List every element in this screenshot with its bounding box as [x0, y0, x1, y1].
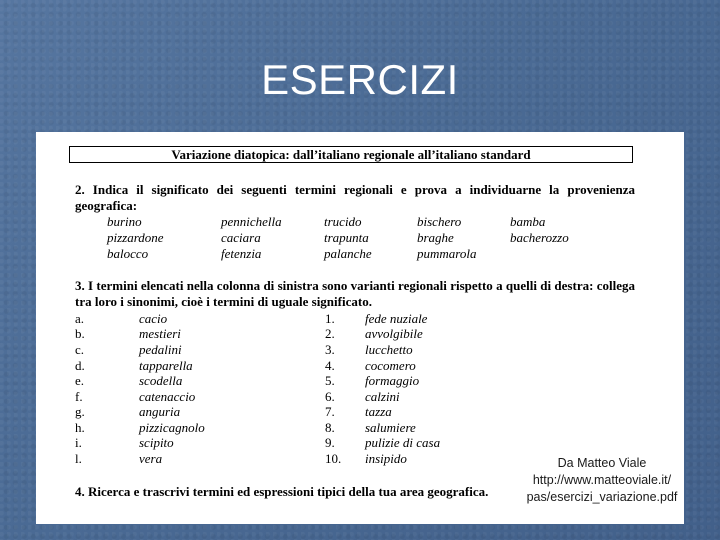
list-label: 5.	[325, 373, 335, 388]
list-label: g.	[75, 404, 85, 419]
list-label: a.	[75, 311, 85, 326]
list-label: 6.	[325, 389, 335, 404]
list-item: lucchetto	[365, 342, 413, 357]
regional-term: caciara	[221, 230, 261, 245]
list-item: insipido	[365, 451, 407, 466]
list-item: vera	[139, 451, 163, 466]
list-item: fede nuziale	[365, 311, 428, 326]
list-item: tapparella	[139, 358, 193, 373]
credit-author: Da Matteo Viale	[557, 456, 647, 470]
list-label: 1.	[325, 311, 335, 326]
regional-term: fetenzia	[221, 246, 262, 261]
list-label: 3.	[325, 342, 335, 357]
list-item: calzini	[365, 389, 400, 404]
list-label: i.	[75, 435, 82, 450]
list-item: salumiere	[365, 420, 416, 435]
regional-term: trucido	[324, 214, 362, 229]
regional-term: trapunta	[324, 230, 369, 245]
list-item: anguria	[139, 404, 181, 419]
list-item: scipito	[139, 435, 174, 450]
regional-term: pennichella	[221, 214, 282, 229]
regional-term: palanche	[324, 246, 372, 261]
list-item: formaggio	[365, 373, 420, 388]
list-label: 4.	[325, 358, 335, 373]
exercise-2-instruction: 2. Indica il significato dei seguenti termini regionali e prova a individuarne la provenienza geografica:	[75, 182, 635, 213]
slide-title: ESERCIZI	[261, 56, 459, 103]
list-label: h.	[75, 420, 85, 435]
exercise-3-instruction: 3. I termini elencati nella colonna di sinistra sono varianti regionali rispetto a quelli di destra: collega tra loro i sinonimi, cioè i termini di uguale significato.	[75, 278, 635, 309]
list-item: catenaccio	[139, 389, 196, 404]
regional-term: burino	[107, 214, 142, 229]
regional-term: bacherozzo	[510, 230, 569, 245]
list-item: cacio	[139, 311, 168, 326]
list-item: cocomero	[365, 358, 416, 373]
list-item: pulizie di casa	[365, 435, 441, 450]
list-label: 9.	[325, 435, 335, 450]
source-credit	[512, 455, 692, 506]
list-label: 10.	[325, 451, 342, 466]
credit-url-line-1: http://www.matteoviale.it/	[532, 473, 672, 487]
list-label: c.	[75, 342, 85, 357]
list-item: tazza	[365, 404, 392, 419]
list-label: 7.	[325, 404, 335, 419]
list-label: e.	[75, 373, 85, 388]
exercise-4-instruction: 4. Ricerca e trascrivi termini ed espressioni tipici della tua area geografica.	[75, 484, 489, 499]
list-label: l.	[75, 451, 82, 466]
credit-url-line-2: pas/esercizi_variazione.pdf	[526, 490, 678, 504]
list-label: b.	[75, 326, 85, 341]
list-label: 8.	[325, 420, 335, 435]
list-item: pedalini	[139, 342, 182, 357]
list-item: avvolgibile	[365, 326, 423, 341]
list-label: f.	[75, 389, 83, 404]
list-item: mestieri	[139, 326, 181, 341]
regional-term: braghe	[417, 230, 454, 245]
list-item: scodella	[139, 373, 183, 388]
regional-term: pizzardone	[107, 230, 164, 245]
list-label: d.	[75, 358, 85, 373]
list-item: pizzicagnolo	[139, 420, 205, 435]
regional-term: bischero	[417, 214, 462, 229]
list-label: 2.	[325, 326, 335, 341]
regional-term: bamba	[510, 214, 546, 229]
regional-term: balocco	[107, 246, 149, 261]
regional-term: pummarola	[417, 246, 477, 261]
document-header: Variazione diatopica: dall’italiano regionale all’italiano standard	[69, 146, 633, 163]
